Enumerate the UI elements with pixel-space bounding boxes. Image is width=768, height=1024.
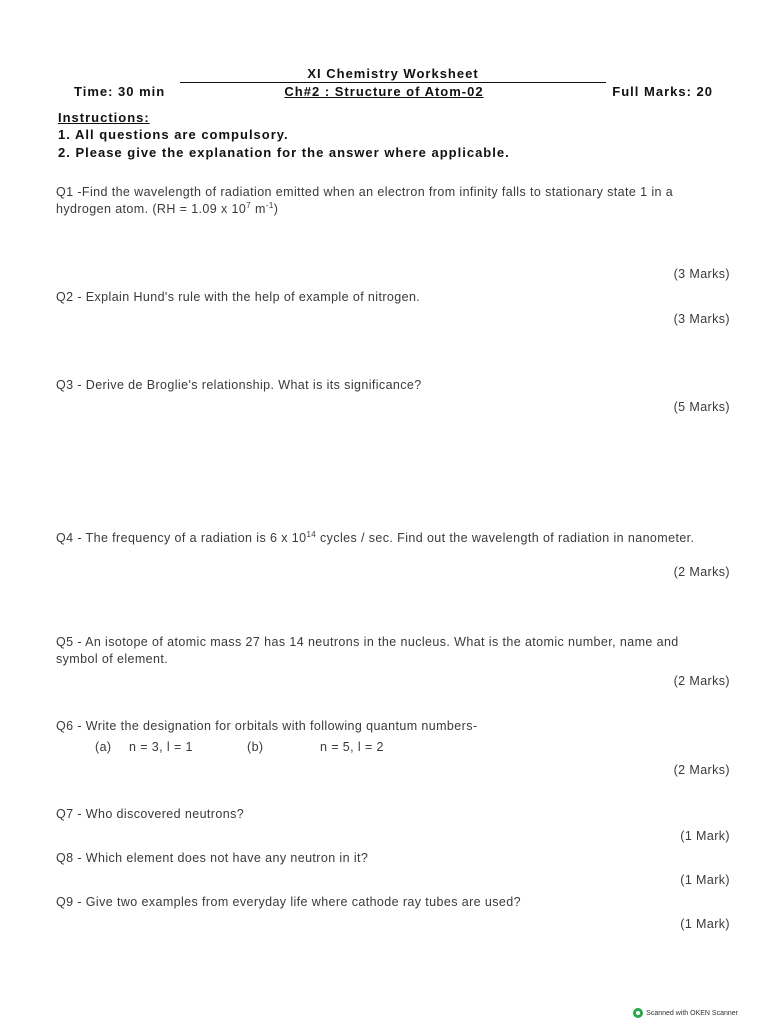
question-2: Q2 - Explain Hund's rule with the help of example of nitrogen. — [56, 290, 421, 304]
question-8: Q8 - Which element does not have any neutron in it? — [56, 851, 369, 865]
question-2-marks: (3 Marks) — [673, 312, 730, 326]
full-marks-label: Full Marks: 20 — [612, 84, 713, 99]
question-1: Q1 -Find the wavelength of radiation emitted when an electron from infinity falls to stationary state 1 in a hydrogen atom. (RH = 1.09 x $10^7$ $m^{-1}$) — [56, 185, 674, 216]
question-5-marks: (2 Marks) — [673, 674, 730, 688]
question-9: Q9 - Give two examples from everyday life where cathode ray tubes are used? — [56, 895, 521, 909]
question-3-marks: (5 Marks) — [673, 400, 730, 414]
oken-scanner-logo-icon — [633, 1008, 643, 1018]
instructions-heading: Instructions: — [58, 110, 150, 125]
question-8-marks: (1 Mark) — [680, 873, 730, 887]
question-5: Q5 - An isotope of atomic mass 27 has 14 neutrons in the nucleus. What is the atomic number, name and symbol of element. — [56, 635, 679, 666]
question-6-part-a-label: (a) — [95, 740, 112, 754]
question-6-part-a-value: n = 3, l = 1 — [129, 740, 193, 754]
question-6-part-b-value: n = 5, l = 2 — [320, 740, 384, 754]
question-7: Q7 - Who discovered neutrons? — [56, 807, 245, 821]
question-6: Q6 - Write the designation for orbitals with following quantum numbers- — [56, 719, 478, 733]
scanner-watermark-text: Scanned with OKEN Scanner — [646, 1009, 738, 1017]
question-6-part-b-label: (b) — [247, 740, 264, 754]
time-label: Time: 30 min — [74, 84, 166, 99]
question-3: Q3 - Derive de Broglie's relationship. What is its significance? — [56, 378, 422, 392]
worksheet-title: XI Chemistry Worksheet — [180, 66, 606, 83]
question-6-marks: (2 Marks) — [673, 763, 730, 777]
question-9-marks: (1 Mark) — [680, 917, 730, 931]
instruction-item: 2. Please give the explanation for the answer where applicable. — [58, 145, 510, 160]
question-4-marks: (2 Marks) — [673, 565, 730, 579]
instruction-item: 1. All questions are compulsory. — [58, 127, 289, 142]
chapter-title: Ch#2 : Structure of Atom-02 — [284, 84, 484, 99]
scanner-watermark — [633, 1008, 738, 1018]
question-7-marks: (1 Mark) — [680, 829, 730, 843]
question-4: Q4 - The frequency of a radiation is 6 x $10^{14}$ cycles / sec. Find out the wavelength of radiation in nanometer. — [56, 529, 695, 545]
question-1-marks: (3 Marks) — [673, 267, 730, 281]
